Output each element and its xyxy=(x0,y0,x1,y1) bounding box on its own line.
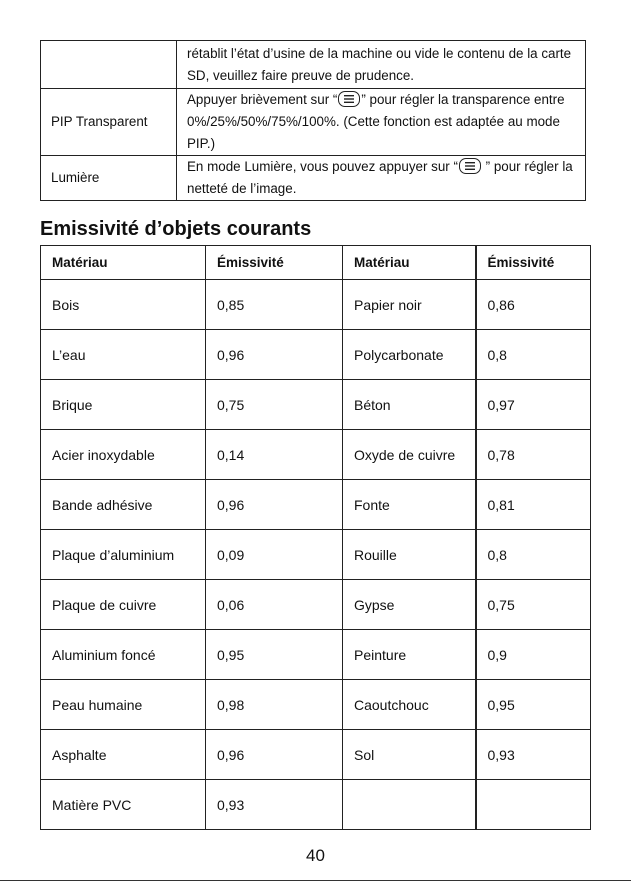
table-row xyxy=(41,280,591,330)
material-cell: Fonte xyxy=(343,480,476,530)
emissivity-cell: 0,95 xyxy=(476,680,591,730)
material-cell: Bois xyxy=(41,280,206,330)
material-cell: Peau humaine xyxy=(41,680,206,730)
menu-icon xyxy=(338,91,360,107)
material-cell: Plaque d’aluminium xyxy=(41,530,206,580)
table-row xyxy=(41,89,586,156)
emissivity-cell: 0,8 xyxy=(476,530,591,580)
table-row xyxy=(41,580,591,630)
emissivity-cell: 0,78 xyxy=(476,430,591,480)
material-cell: Caoutchouc xyxy=(343,680,476,730)
emissivity-cell xyxy=(476,780,591,830)
material-cell: Asphalte xyxy=(41,730,206,780)
emissivity-table xyxy=(40,245,591,830)
function-label: Lumière xyxy=(41,156,177,201)
table-row xyxy=(41,680,591,730)
material-cell: Plaque de cuivre xyxy=(41,580,206,630)
function-description: rétablit l’état d’usine de la machine ou vide le contenu de la carte SD, veuillez faire preuve de prudence. xyxy=(177,41,586,89)
column-header: Matériau xyxy=(343,246,476,280)
emissivity-cell: 0,86 xyxy=(476,280,591,330)
emissivity-cell: 0,93 xyxy=(206,780,343,830)
emissivity-cell: 0,93 xyxy=(476,730,591,780)
material-cell xyxy=(343,780,476,830)
material-cell: Oxyde de cuivre xyxy=(343,430,476,480)
table-row xyxy=(41,156,586,201)
emissivity-cell: 0,95 xyxy=(206,630,343,680)
material-cell: Gypse xyxy=(343,580,476,630)
emissivity-cell: 0,14 xyxy=(206,430,343,480)
emissivity-cell: 0,96 xyxy=(206,730,343,780)
emissivity-cell: 0,81 xyxy=(476,480,591,530)
table-row xyxy=(41,330,591,380)
emissivity-cell: 0,75 xyxy=(476,580,591,630)
column-header: Émissivité xyxy=(476,246,591,280)
description-text: En mode Lumière, vous pouvez appuyer sur “ xyxy=(187,159,458,174)
column-header: Émissivité xyxy=(206,246,343,280)
table-header-row xyxy=(41,246,591,280)
material-cell: Brique xyxy=(41,380,206,430)
column-header: Matériau xyxy=(41,246,206,280)
emissivity-cell: 0,96 xyxy=(206,330,343,380)
page-number: 40 xyxy=(306,846,325,865)
function-label xyxy=(41,41,177,89)
emissivity-cell: 0,75 xyxy=(206,380,343,430)
material-cell: Bande adhésive xyxy=(41,480,206,530)
function-label: PIP Transparent xyxy=(41,89,177,156)
material-cell: Matière PVC xyxy=(41,780,206,830)
emissivity-cell: 0,09 xyxy=(206,530,343,580)
emissivity-cell: 0,97 xyxy=(476,380,591,430)
material-cell: L’eau xyxy=(41,330,206,380)
section-title: Emissivité d’objets courants xyxy=(40,218,312,240)
material-cell: Acier inoxydable xyxy=(41,430,206,480)
emissivity-cell: 0,85 xyxy=(206,280,343,330)
emissivity-cell: 0,98 xyxy=(206,680,343,730)
table-row xyxy=(41,480,591,530)
function-description xyxy=(177,89,586,156)
description-text: Appuyer brièvement sur “ xyxy=(187,92,338,107)
table-row xyxy=(41,730,591,780)
material-cell: Aluminium foncé xyxy=(41,630,206,680)
description-text: ” pour régler la transparence entre 0%/25%/50%/75%/100%. (Cette fonction est adaptée au mode PIP.) xyxy=(187,92,565,151)
function-description xyxy=(177,156,586,201)
material-cell: Polycarbonate xyxy=(343,330,476,380)
material-cell: Béton xyxy=(343,380,476,430)
emissivity-cell: 0,9 xyxy=(476,630,591,680)
emissivity-cell: 0,8 xyxy=(476,330,591,380)
material-cell: Papier noir xyxy=(343,280,476,330)
description-text: ” pour régler la netteté de l’image. xyxy=(187,159,573,196)
material-cell: Rouille xyxy=(343,530,476,580)
material-cell: Sol xyxy=(343,730,476,780)
emissivity-cell: 0,96 xyxy=(206,480,343,530)
table-row xyxy=(41,41,586,89)
emissivity-table-body xyxy=(41,280,591,830)
function-table xyxy=(40,40,586,201)
table-row xyxy=(41,630,591,680)
bottom-rule xyxy=(0,880,631,881)
table-row xyxy=(41,530,591,580)
material-cell: Peinture xyxy=(343,630,476,680)
table-row xyxy=(41,780,591,830)
table-row xyxy=(41,380,591,430)
emissivity-cell: 0,06 xyxy=(206,580,343,630)
table-row xyxy=(41,430,591,480)
menu-icon xyxy=(459,158,481,174)
